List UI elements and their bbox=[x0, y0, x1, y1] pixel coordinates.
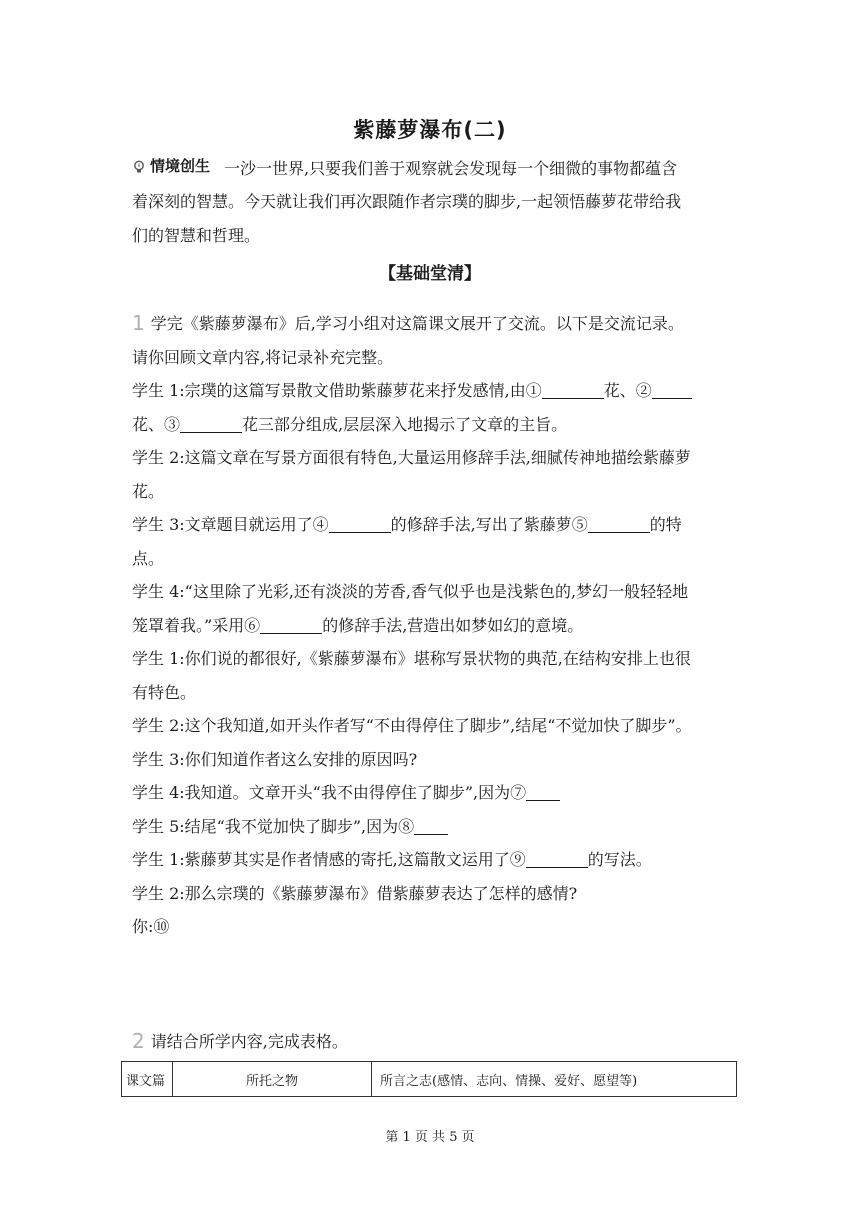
q1-line-10b: 的修辞手法,营造出如梦如幻的意境。 bbox=[322, 615, 584, 635]
q1-line-14: 学生 3:你们知道作者这么安排的原因吗? bbox=[132, 749, 418, 769]
answer-blank-9[interactable] bbox=[526, 851, 588, 868]
answer-blank-7[interactable] bbox=[526, 784, 560, 801]
table-header-cell: 课文篇 bbox=[122, 1062, 173, 1097]
intro-paragraph bbox=[132, 150, 732, 252]
q1-line-16: 学生 5:结尾“我不觉加快了脚步”,因为⑧ bbox=[132, 816, 415, 836]
page-title: 紫藤萝瀑布(二) bbox=[353, 118, 507, 142]
q1-line-7a: 学生 3:文章题目就运用了④ bbox=[132, 515, 329, 534]
q1-line-7b: 的修辞手法,写出了紫藤萝⑤ bbox=[390, 515, 588, 534]
q1-line-11: 学生 1:你们说的都很好,《紫藤萝瀑布》堪称写景状物的典范,在结构安排上也很 bbox=[132, 649, 691, 668]
answer-blank-3[interactable] bbox=[180, 416, 242, 433]
intro-line-1: 一沙一世界,只要我们善于观察就会发现每一个细微的事物都蕴含 bbox=[224, 158, 678, 178]
q1-line-17b: 的写法。 bbox=[587, 850, 652, 869]
intro-tag-label: 情境创生 bbox=[150, 157, 211, 175]
q1-line-6: 花。 bbox=[132, 481, 165, 501]
q1-line-3a: 学生 1:宗璞的这篇写景散文借助紫藤萝花来抒发感情,由① bbox=[132, 381, 542, 400]
q1-line-7c: 的特 bbox=[649, 515, 682, 534]
q1-line-2: 请你回顾文章内容,将记录补充完整。 bbox=[132, 347, 394, 367]
q1-line-4a: 花、③ bbox=[132, 414, 181, 434]
answer-blank-6[interactable] bbox=[260, 617, 322, 634]
q1-line-3b: 花、② bbox=[603, 381, 652, 400]
table-header-cell: 所言之志(感情、志向、情操、爱好、愿望等) bbox=[372, 1062, 737, 1097]
q1-line-19: 你:⑩ bbox=[132, 917, 170, 936]
answer-blank-5[interactable] bbox=[588, 516, 650, 533]
q1-line-8: 点。 bbox=[132, 548, 165, 568]
q1-line-17a: 学生 1:紫藤萝其实是作者情感的寄托,这篇散文运用了⑨ bbox=[132, 850, 526, 869]
q1-line-1: 学完《紫藤萝瀑布》后,学习小组对这篇课文展开了交流。以下是交流记录。 bbox=[150, 314, 684, 333]
q1-line-18: 学生 2:那么宗璞的《紫藤萝瀑布》借紫藤萝表达了怎样的感情? bbox=[132, 883, 578, 903]
q1-line-4b: 花三部分组成,层层深入地揭示了文章的主旨。 bbox=[242, 414, 568, 434]
lightbulb-icon bbox=[132, 160, 146, 174]
q1-line-10a: 笼罩着我。”采用⑥ bbox=[132, 615, 261, 635]
question-number: 2 bbox=[132, 1029, 145, 1053]
q1-line-5: 学生 2:这篇文章在写景方面很有特色,大量运用修辞手法,细腻传神地描绘紫藤萝 bbox=[132, 448, 691, 467]
q1-line-15: 学生 4:我知道。文章开头“我不由得停住了脚步”,因为⑦ bbox=[132, 783, 527, 802]
table-header-row bbox=[122, 1062, 737, 1097]
answer-table bbox=[121, 1061, 737, 1097]
page-footer: 第 1 页 共 5 页 bbox=[385, 1130, 475, 1145]
answer-blank-1[interactable] bbox=[542, 382, 604, 399]
answer-blank-2[interactable] bbox=[652, 382, 692, 399]
q2-text: 请结合所学内容,完成表格。 bbox=[150, 1032, 348, 1051]
intro-line-3: 们的智慧和哲理。 bbox=[132, 225, 261, 245]
answer-blank-8[interactable] bbox=[414, 818, 448, 835]
answer-blank-4[interactable] bbox=[329, 516, 391, 533]
question-2 bbox=[132, 1025, 732, 1059]
question-number: 1 bbox=[132, 311, 145, 335]
intro-tag bbox=[132, 150, 210, 184]
q1-line-13: 学生 2:这个我知道,如开头作者写“不由得停住了脚步”,结尾“不觉加快了脚步”。 bbox=[132, 716, 692, 735]
question-1 bbox=[132, 307, 732, 944]
q1-line-9: 学生 4:“这里除了光彩,还有淡淡的芳香,香气似乎也是浅紫色的,梦幻一般轻轻地 bbox=[132, 582, 689, 601]
table-header-cell: 所托之物 bbox=[173, 1062, 372, 1097]
section-heading: 【基础堂清】 bbox=[379, 264, 481, 284]
intro-line-2: 着深刻的智慧。今天就让我们再次跟随作者宗璞的脚步,一起领悟藤萝花带给我 bbox=[132, 192, 682, 212]
q1-line-12: 有特色。 bbox=[132, 682, 197, 702]
